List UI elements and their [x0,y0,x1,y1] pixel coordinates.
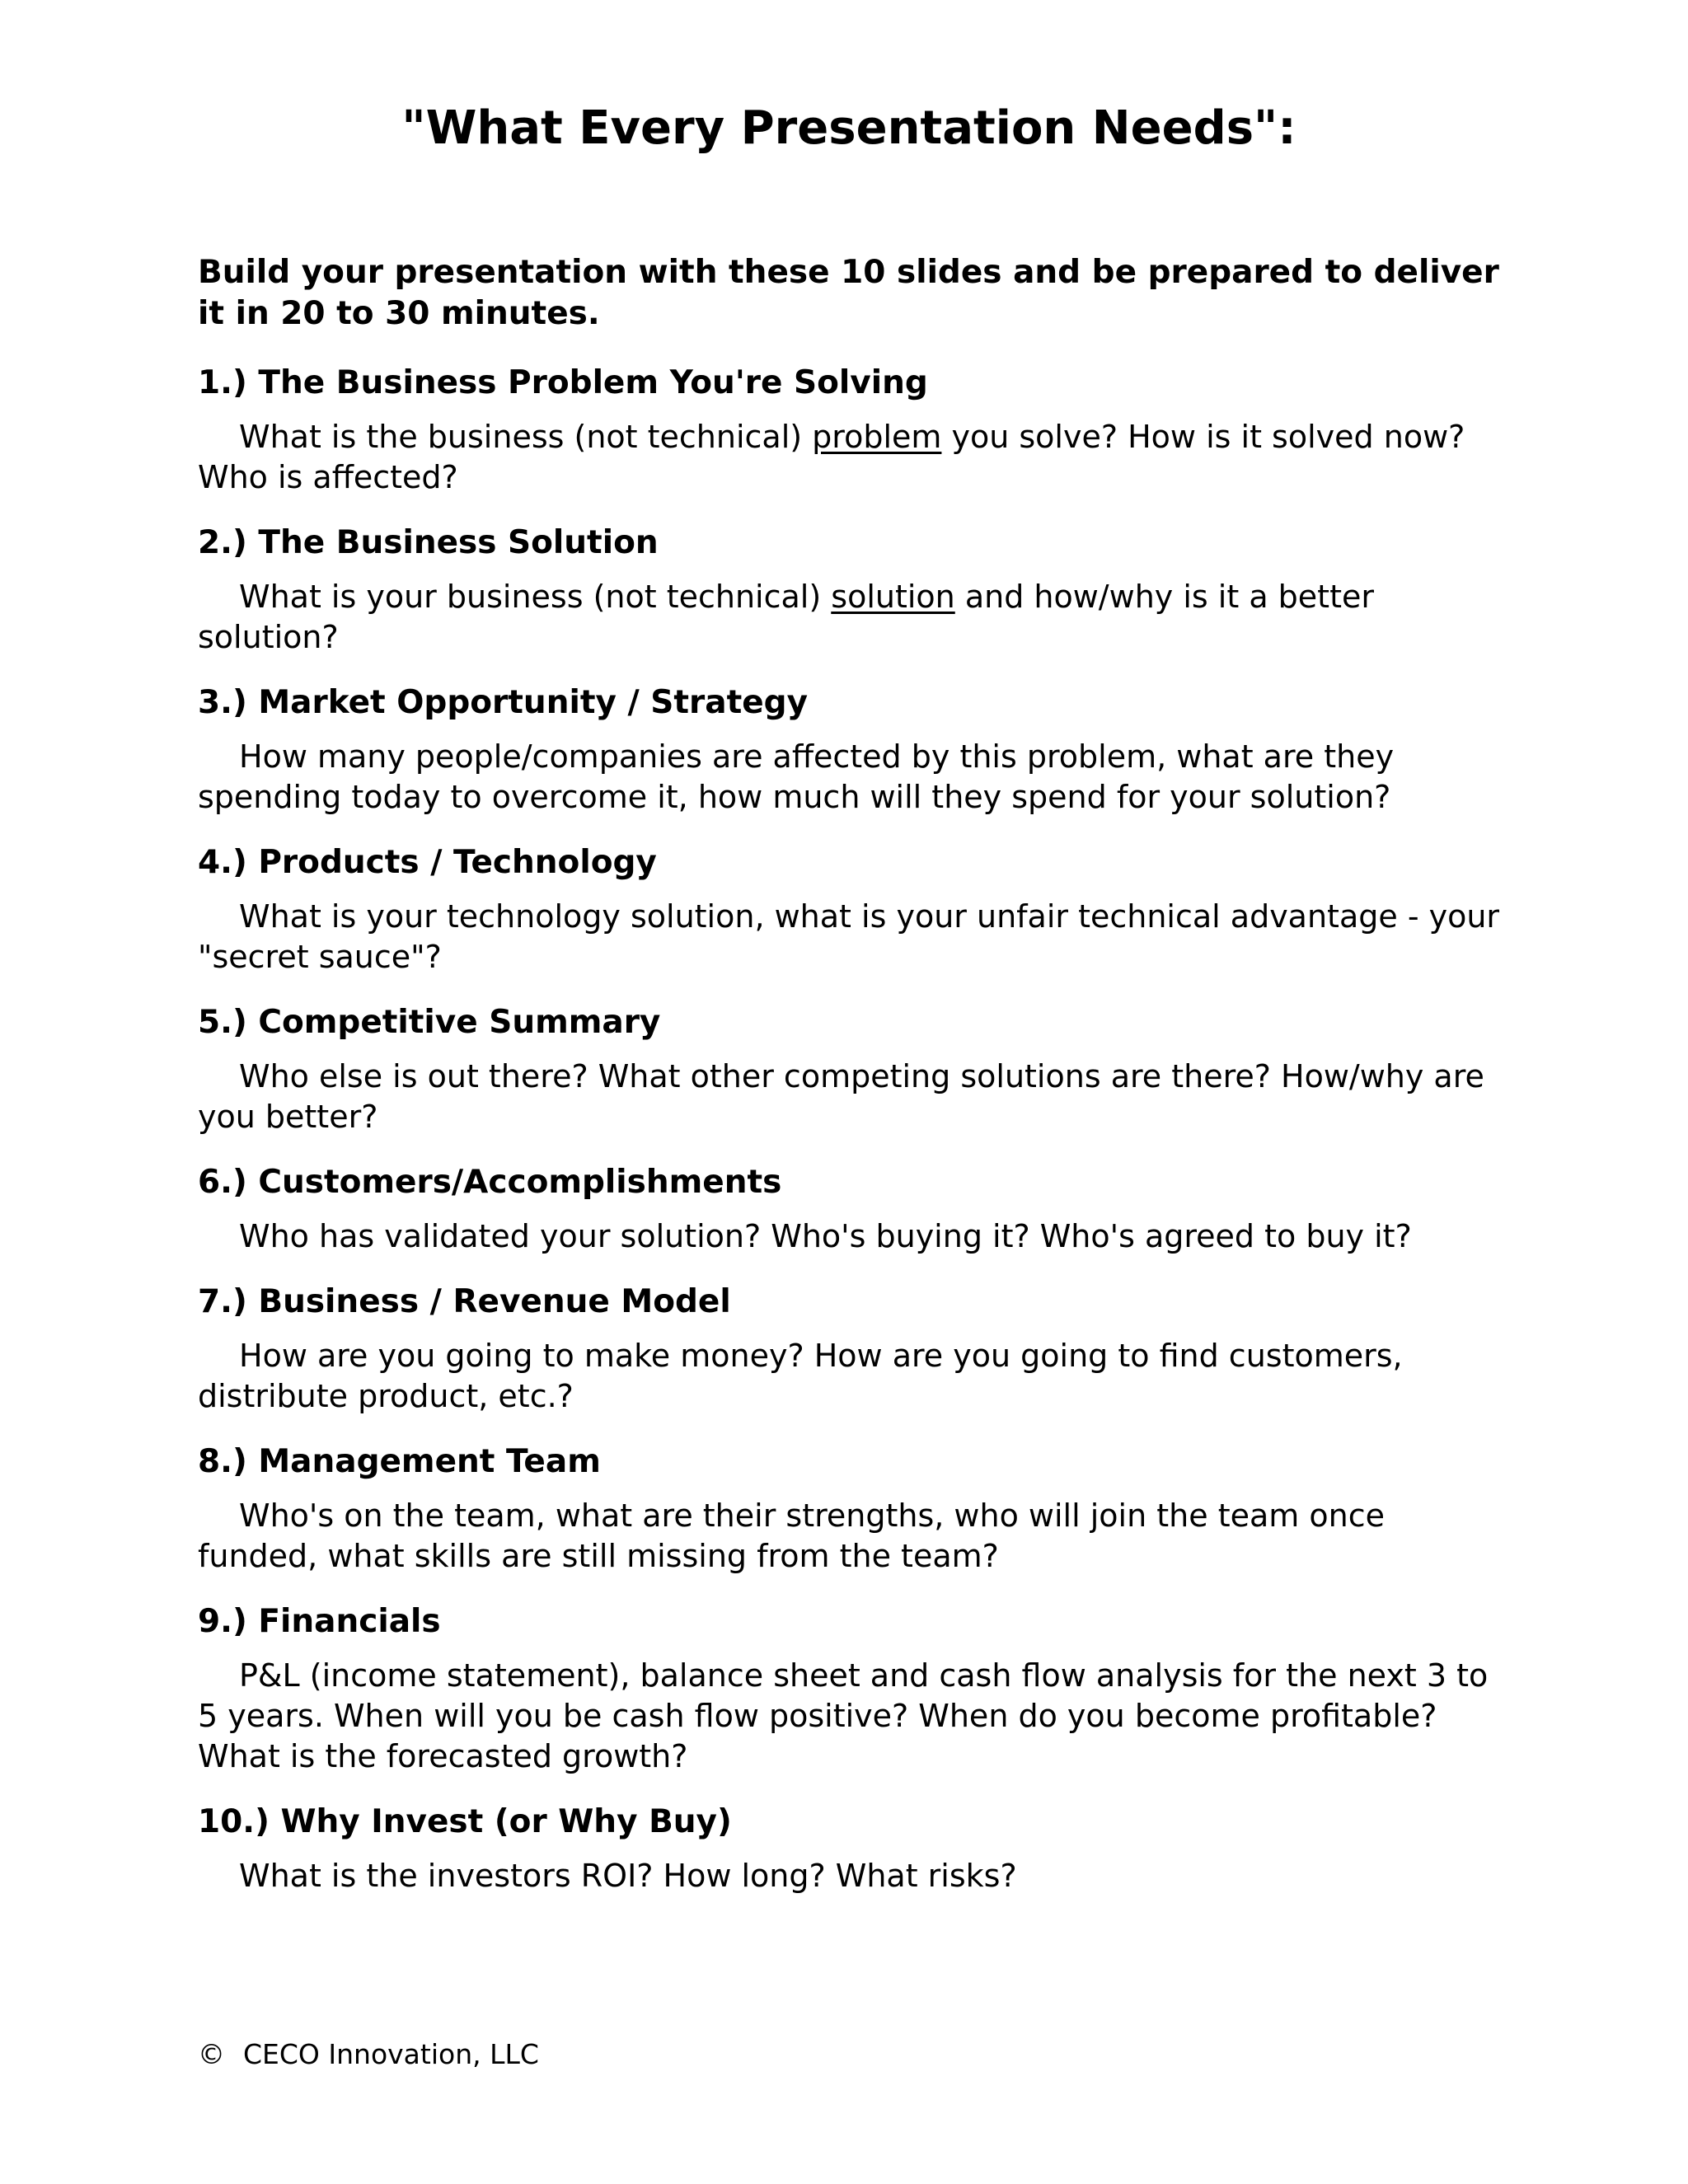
slide-section [198,842,1500,977]
slide-section [198,1441,1500,1577]
slide-description [198,1216,1500,1257]
description-text: What is the business (not technical) [239,419,813,455]
slide-description [198,1856,1500,1896]
description-text: What is the investors ROI? How long? What risks? [239,1858,1017,1894]
slide-description [198,417,1500,498]
slide-list [198,363,1500,1921]
description-text: What is your technology solution, what is your unfair technical advantage - your "secret sauce"? [198,898,1500,975]
slide-heading: 8.) Management Team [198,1443,601,1480]
slide-description [198,897,1500,977]
copyright-footer [198,2038,539,2071]
slide-heading: 10.) Why Invest (or Why Buy) [198,1803,732,1840]
description-text: What is your business (not technical) [239,579,832,615]
slide-description [198,577,1500,658]
description-text: P&L (income statement), balance sheet and cash flow analysis for the next 3 to 5 years. When will you be cash flow positive? When do you become profitable? What is the forecasted growth? [198,1657,1489,1774]
slide-heading: 6.) Customers/Accomplishments [198,1164,782,1201]
slide-heading: 5.) Competitive Summary [198,1004,661,1041]
slide-section [198,682,1500,818]
description-text: Who else is out there? What other competing solutions are there? How/why are you better? [198,1058,1484,1135]
description-text: and how/why is it a better solution? [198,579,1374,655]
intro-text: Build your presentation with these 10 slides and be prepared to deliver it in 20 to 30 minutes. [198,254,1499,332]
slide-section [198,363,1500,498]
underlined-word: problem [812,419,942,455]
slide-heading: 9.) Financials [198,1603,441,1640]
slide-description [198,1656,1500,1777]
slide-section [198,1162,1500,1257]
slide-section [198,1282,1500,1417]
slide-heading: 2.) The Business Solution [198,524,659,561]
company-name: CECO Innovation, LLC [243,2038,539,2070]
slide-description [198,1336,1500,1417]
slide-section [198,1002,1500,1137]
description-text: How are you going to make money? How are you going to find customers, distribute product, etc.? [198,1338,1403,1414]
slide-section [198,1802,1500,1896]
slide-description [198,1057,1500,1137]
slide-heading: 1.) The Business Problem You're Solving [198,364,928,401]
slide-section [198,1601,1500,1777]
page-title: "What Every Presentation Needs": [401,101,1296,155]
copyright-icon: © [198,2038,225,2070]
slide-heading: 3.) Market Opportunity / Strategy [198,684,809,721]
description-text: Who's on the team, what are their strengths, who will join the team once funded, what skills are still missing from the team? [198,1497,1385,1574]
description-text: Who has validated your solution? Who's buying it? Who's agreed to buy it? [239,1218,1412,1254]
description-text: How many people/companies are affected by this problem, what are they spending today to overcome it, how much will they spend for your solution? [198,738,1395,815]
slide-description [198,1496,1500,1577]
description-text: you solve? How is it solved now? Who is affected? [198,419,1465,495]
underlined-word: solution [831,579,955,615]
slide-section [198,523,1500,658]
slide-heading: 4.) Products / Technology [198,844,657,881]
slide-heading: 7.) Business / Revenue Model [198,1283,731,1320]
slide-description [198,737,1500,818]
